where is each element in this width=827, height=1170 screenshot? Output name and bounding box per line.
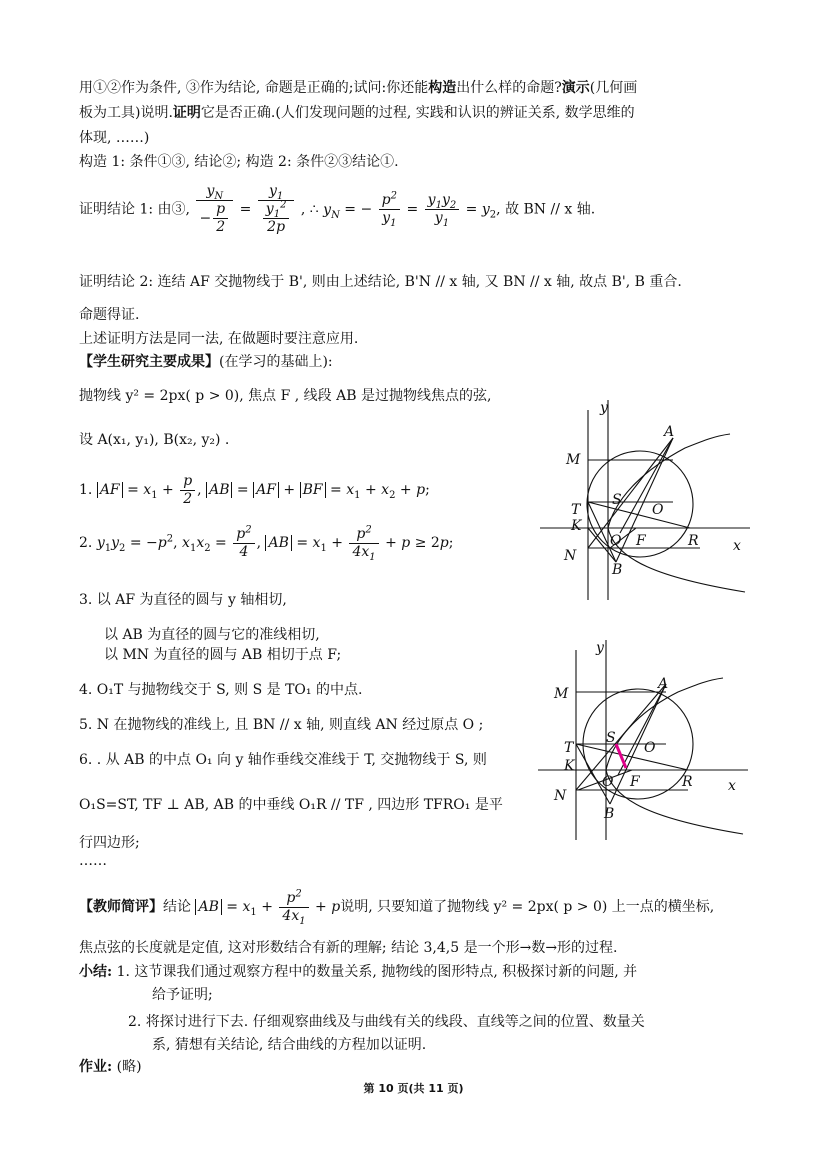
fig1-label-S: S [612, 492, 622, 508]
research-heading: 【学生研究主要成果】(在学习的基础上): [79, 354, 333, 370]
result-2: 2. $y_1y_2 = -p^2$, $x_1x_2$ = $\frac{p^2}{4}$ , AB = $x_1$ + $\frac{p^2}{4x_1}$ + p ≥ 2p; [79, 523, 454, 563]
homework: 作业: (略) [79, 1059, 142, 1075]
teacher-review-2: 焦点弦的长度就是定值, 这对形数结合有新的理解; 结论 3,4,5 是一个形→数→形的过程. [79, 940, 618, 956]
result-6c: 行四边形; [79, 835, 140, 851]
result-5: 5. N 在抛物线的准线上, 且 BN // x 轴, 则直线 AN 经过原点 O ; [79, 717, 484, 733]
fig1-label-F: F [636, 533, 646, 549]
result-3c: 以 MN 为直径的圆与 AB 相切于点 F; [104, 647, 342, 663]
fig2-label-O: O [602, 774, 614, 790]
fig1-label-K: K [571, 518, 582, 534]
summary-1: 小结: 1. 这节课我们通过观察方程中的数量关系, 抛物线的图形特点, 积极探讨新的问题, 并 [79, 964, 638, 980]
fig2-label-S: S [606, 730, 616, 746]
proof-2: 证明结论 2: 连结 AF 交抛物线于 B', 则由上述结论, B'N // x 轴, 又 BN // x 轴, 故点 B', B 重合. [79, 274, 682, 290]
proof-1-tail: , 故 BN // x 轴. [496, 201, 596, 218]
fig1-label-M: M [566, 452, 581, 468]
fraction-y1y2-over-y1: $\frac{y_1y_2}{y_1}$ [425, 192, 460, 227]
highlight-segment [616, 744, 626, 768]
fig1-label-x: x [733, 538, 741, 554]
result-1: 1. AF = $x_1$ + $\frac{p}{2}$ , AB = AF + BF = $x_1 + x_2 + p$; [79, 472, 430, 507]
page-footer: 第 10 页(共 11 页) [363, 1082, 464, 1095]
fraction-p2-over-y1: $\frac{p^2}{y_1}$ [379, 192, 400, 227]
proof-1-lead: 证明结论 1: 由③, [79, 201, 190, 218]
fraction-yn-over-p2: $y_N$ − $\frac{p}{2}$ [196, 183, 233, 236]
fraction-y1-over-y1sq: $\frac{y_1}{\frac{y_1^2}{2p}}$ [258, 183, 295, 236]
result-3: 3. 以 AF 为直径的圆与 y 轴相切, [79, 592, 287, 608]
intro-line-1: 用①②作为条件, ③作为结论, 命题是正确的;试问:你还能构造出什么样的命题?演示(几何画 [79, 80, 638, 96]
fig2-label-N: N [554, 788, 567, 804]
parabola-def: 抛物线 y² = 2px( p > 0), 焦点 F , 线段 AB 是过抛物线焦点的弦, [79, 388, 492, 404]
result-3b: 以 AB 为直径的圆与它的准线相切, [104, 627, 320, 643]
fig1-label-A: A [664, 424, 675, 440]
summary-2b: 系, 猜想有关结论, 结合曲线的方程加以证明. [152, 1037, 427, 1053]
fig2-label-O1: O [644, 740, 656, 756]
fig1-label-N: N [564, 548, 577, 564]
fig1-label-T: T [571, 502, 581, 518]
figure-2 [538, 640, 753, 840]
fig1-label-y: y [600, 400, 608, 416]
proof-conclusion: 命题得证. [79, 307, 140, 323]
result-6b: O₁S=ST, TF ⊥ AB, AB 的中垂线 O₁R // TF , 四边形 TFRO₁ 是平 [79, 797, 503, 813]
fig2-label-R: R [682, 774, 693, 790]
summary-1b: 给予证明; [152, 987, 213, 1003]
fig2-label-M: M [554, 686, 569, 702]
fig1-label-R: R [688, 533, 699, 549]
fig1-label-O: O [610, 533, 622, 549]
construction-line: 构造 1: 条件①③, 结论②; 构造 2: 条件②③结论①. [79, 154, 399, 170]
intro-line-3: 体现, ……) [79, 130, 150, 146]
method-note: 上述证明方法是同一法, 在做题时要注意应用. [79, 331, 359, 347]
fig2-label-x: x [728, 778, 736, 794]
point-setup: 设 A(x₁, y₁), B(x₂, y₂) . [79, 432, 230, 448]
fig1-label-B: B [612, 562, 623, 578]
fig2-label-y: y [596, 640, 604, 656]
proof-1: 证明结论 1: 由③, $y_N$ − $\frac{p}{2}$ = $\frac{y_1}{\frac{y_1^2}{2p}}$ , ∴ $y_N$ = − $\frac{p^2}{y_1}$ = $\frac{y_1y_2}{y_1}$ = $y_2$, 故 BN // x 轴. [79, 183, 596, 235]
fig2-label-T: T [564, 740, 574, 756]
fig2-label-F: F [630, 774, 640, 790]
fig2-label-A: A [658, 676, 669, 692]
summary-2: 2. 将探讨进行下去. 仔细观察曲线及与曲线有关的线段、直线等之间的位置、数量关 [128, 1014, 645, 1030]
figure-1 [540, 400, 755, 600]
ellipsis: …… [79, 853, 107, 869]
teacher-review: 【教师简评】结论 AB = $x_1$ + $\frac{p^2}{4x_1}$ + p说明, 只要知道了抛物线 y² = 2px( p > 0) 上一点的横坐标, [79, 887, 715, 927]
fig1-label-O1: O [652, 502, 664, 518]
result-4: 4. O₁T 与抛物线交于 S, 则 S 是 TO₁ 的中点. [79, 682, 363, 698]
result-6: 6. . 从 AB 的中点 O₁ 向 y 轴作垂线交准线于 T, 交抛物线于 S, 则 [79, 752, 487, 768]
fig2-label-K: K [564, 758, 575, 774]
intro-line-2: 板为工具)说明.证明它是否正确.(人们发现问题的过程, 实践和认识的辨证关系, 数学思维的 [79, 105, 635, 121]
fig2-label-B: B [604, 806, 615, 822]
